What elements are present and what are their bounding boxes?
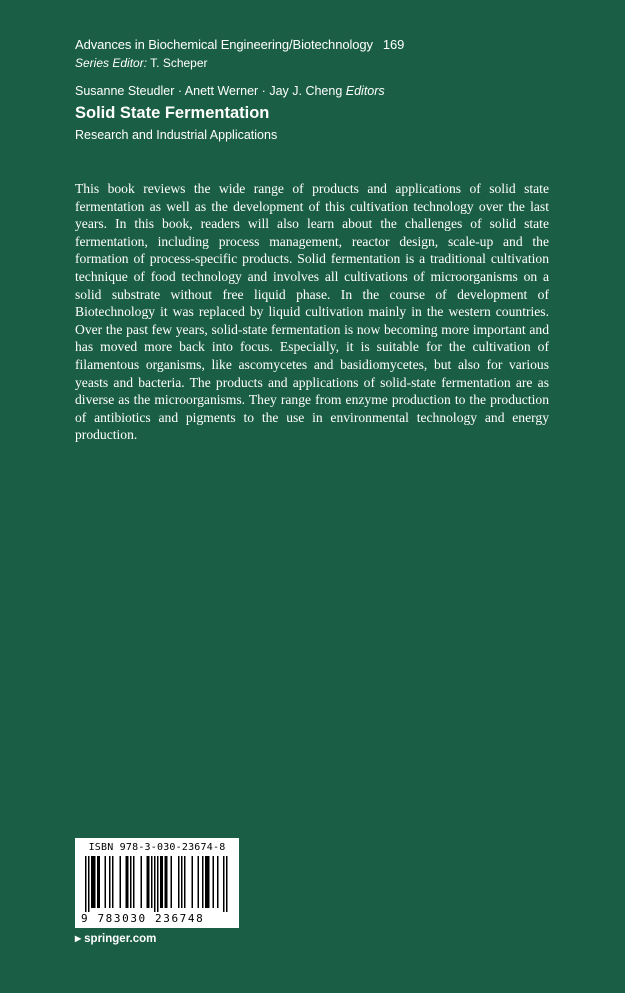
editor-names: Susanne Steudler · Anett Werner · Jay J. Cheng bbox=[75, 84, 343, 98]
barcode-bar bbox=[97, 856, 99, 908]
barcode-bar bbox=[181, 856, 183, 908]
barcode-bar bbox=[148, 856, 150, 908]
barcode-bar bbox=[130, 856, 132, 908]
editors-role: Editors bbox=[345, 84, 385, 98]
barcode-bar bbox=[126, 856, 128, 908]
barcode-bar bbox=[93, 856, 95, 908]
barcode-bar bbox=[171, 856, 173, 908]
barcode-bar bbox=[94, 856, 96, 908]
barcode-bar bbox=[202, 856, 204, 908]
barcode-bar bbox=[120, 856, 122, 908]
barcode-bar bbox=[99, 856, 101, 908]
barcode-bar bbox=[226, 856, 228, 912]
barcode-bar bbox=[109, 856, 111, 908]
barcode-bar bbox=[208, 856, 210, 908]
series-volume: 169 bbox=[382, 37, 405, 52]
isbn-barcode bbox=[75, 838, 239, 928]
barcode-bar bbox=[166, 856, 168, 908]
barcode-bar bbox=[105, 856, 107, 908]
barcode-bar bbox=[88, 856, 90, 912]
book-subtitle: Research and Industrial Applications bbox=[75, 128, 278, 142]
barcode-bar bbox=[141, 856, 143, 908]
barcode-bar bbox=[154, 856, 156, 912]
barcode-bar bbox=[91, 856, 93, 908]
barcode-bar bbox=[162, 856, 164, 908]
series-name: Advances in Biochemical Engineering/Biotechnology bbox=[75, 37, 373, 52]
barcode-bar bbox=[217, 856, 219, 908]
barcode-bar bbox=[127, 856, 129, 908]
series-editor-name: T. Scheper bbox=[150, 56, 208, 70]
barcode-bar bbox=[213, 856, 215, 908]
arrow-right-icon: ▶ bbox=[75, 934, 82, 943]
barcode-bar bbox=[207, 856, 209, 908]
book-editors bbox=[75, 83, 385, 99]
barcode-bar bbox=[198, 856, 200, 908]
barcode-bar bbox=[151, 856, 153, 908]
book-title: Solid State Fermentation bbox=[75, 104, 270, 122]
barcode-bar bbox=[192, 856, 194, 908]
series-title bbox=[75, 36, 404, 53]
barcode-bar bbox=[205, 856, 207, 908]
book-description: This book reviews the wide range of products and applications of solid state fermentation as well as the development of this cultivation technology over the last years. In this book, readers will also learn about the challenges of solid state fermentation, including process management, reactor design, scale-up and the formation of process-specific products. Solid fermentation is a traditional cultivation technique of food technology and involves all cultivations of microorganisms on a solid substrate without free liquid phase. In the course of development of Biotechnology it was replaced by liquid cultivation mainly in the western countries. Over the past few years, solid-state fermentation is now becoming more important and has moved more back into focus. Especially, it is suitable for the cultivation of filamentous organisms, like ascomycetes and basidiomycetes, but also for various yeasts and bacteria. The products and applications of solid-state fermentation are as diverse as the microorganisms. They range from enzyme production to the production of antibiotics and pigments to the use in environmental technology and energy production. bbox=[75, 181, 549, 443]
barcode-bars bbox=[85, 856, 229, 912]
series-editor bbox=[75, 55, 208, 71]
publisher-url: springer.com bbox=[84, 933, 157, 945]
barcode-bar bbox=[133, 856, 135, 908]
barcode-bar bbox=[85, 856, 87, 912]
barcode-bar bbox=[178, 856, 180, 908]
publisher-link[interactable] bbox=[75, 932, 156, 946]
series-editor-label: Series Editor: bbox=[75, 56, 148, 70]
barcode-bar bbox=[147, 856, 149, 908]
barcode-bar bbox=[223, 856, 225, 912]
barcode-bar bbox=[184, 856, 186, 908]
barcode-bar bbox=[160, 856, 162, 908]
barcode-bar bbox=[157, 856, 159, 912]
barcode-bar bbox=[112, 856, 114, 908]
barcode-bar bbox=[165, 856, 167, 908]
ean-digits: 9 783030 236748 bbox=[81, 912, 205, 925]
isbn-number: ISBN 978-3-030-23674-8 bbox=[88, 842, 226, 853]
